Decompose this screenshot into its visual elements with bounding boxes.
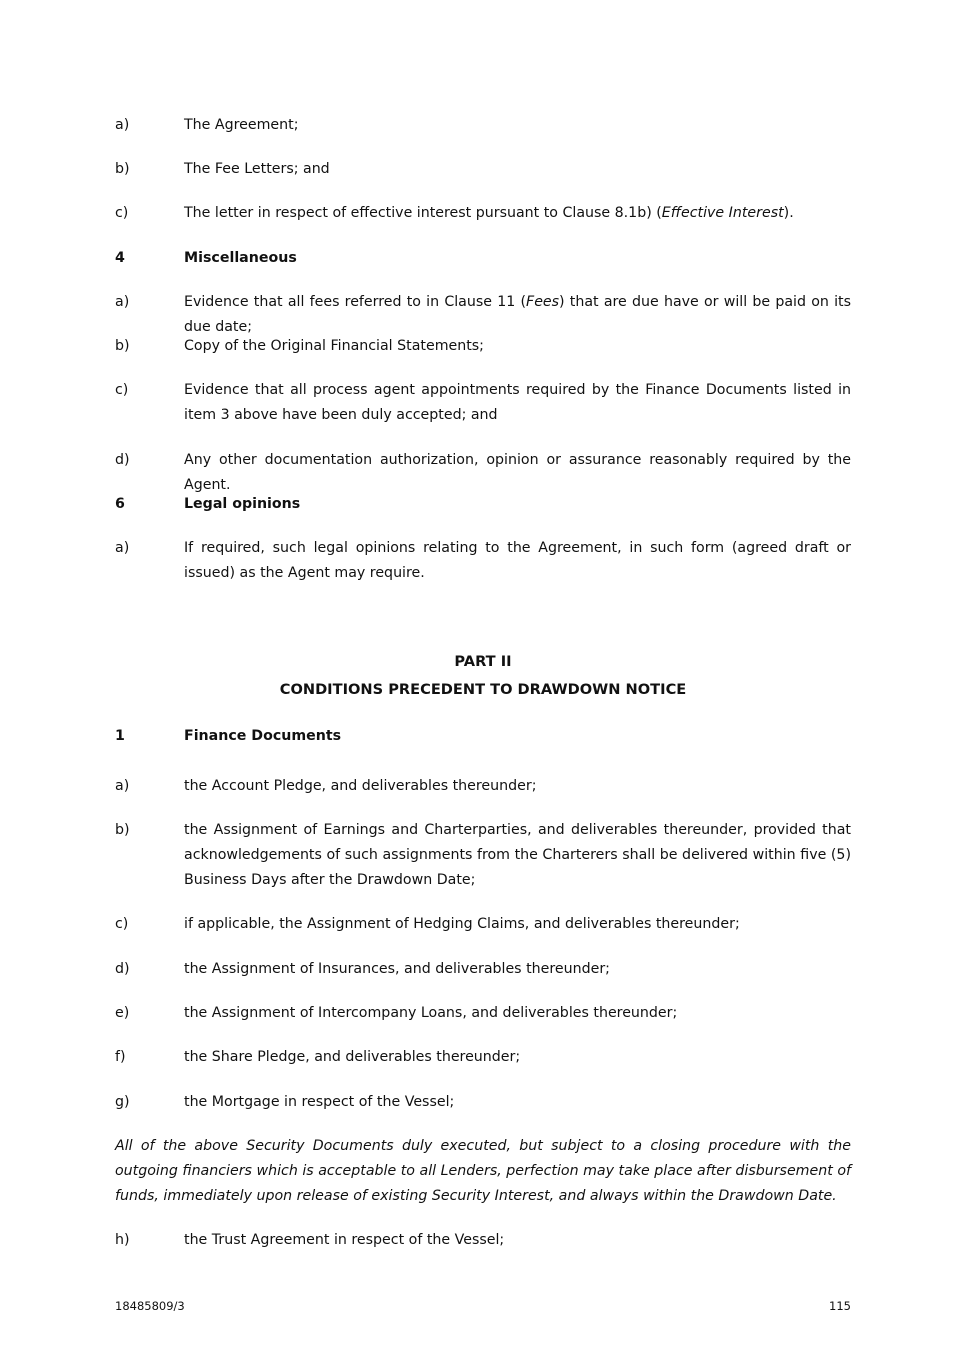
section-heading bbox=[115, 246, 851, 271]
item-text: The letter in respect of effective interest pursuant to Clause 8.1b) (Effective Interest). bbox=[184, 205, 794, 221]
section-number: 6 bbox=[115, 496, 125, 512]
item-text: if applicable, the Assignment of Hedging Claims, and deliverables thereunder; bbox=[184, 916, 740, 932]
list-item bbox=[115, 113, 851, 138]
list-item bbox=[115, 448, 851, 498]
item-text: The Fee Letters; and bbox=[184, 161, 330, 177]
item-text: the Assignment of Intercompany Loans, and deliverables thereunder; bbox=[184, 1005, 678, 1021]
item-text: the Trust Agreement in respect of the Vessel; bbox=[184, 1232, 505, 1248]
security-documents-note: All of the above Security Documents duly executed, but subject to a closing procedure with the outgoing financiers which is acceptable to all Lenders, perfection may take place after disbursement of funds, immediately upon release of existing Security Interest, and always within the Drawdown Date. bbox=[115, 1138, 851, 1204]
list-item bbox=[115, 334, 851, 359]
section-heading bbox=[115, 492, 851, 517]
clause-reference: Fees bbox=[526, 294, 560, 310]
section-number: 1 bbox=[115, 728, 125, 744]
list-item bbox=[115, 957, 851, 982]
item-label: c) bbox=[115, 916, 129, 932]
item-text: Any other documentation authorization, opinion or assurance reasonably required by the Agent. bbox=[184, 452, 851, 493]
list-item bbox=[115, 1045, 851, 1070]
page-number: 115 bbox=[829, 1299, 851, 1313]
list-item bbox=[115, 1001, 851, 1026]
item-text: the Account Pledge, and deliverables thereunder; bbox=[184, 778, 537, 794]
item-text: Evidence that all process agent appointments required by the Finance Documents listed in item 3 above have been duly accepted; and bbox=[184, 382, 851, 423]
list-item bbox=[115, 1090, 851, 1115]
item-text: the Mortgage in respect of the Vessel; bbox=[184, 1094, 455, 1110]
list-item bbox=[115, 157, 851, 182]
item-label: b) bbox=[115, 161, 130, 177]
item-label: a) bbox=[115, 540, 130, 556]
list-item bbox=[115, 774, 851, 799]
item-label: d) bbox=[115, 452, 130, 468]
item-label: a) bbox=[115, 117, 130, 133]
section-title: Finance Documents bbox=[184, 728, 342, 744]
item-label: f) bbox=[115, 1049, 126, 1065]
list-item bbox=[115, 1228, 851, 1253]
item-text: the Assignment of Insurances, and deliverables thereunder; bbox=[184, 961, 610, 977]
section-number: 4 bbox=[115, 250, 125, 266]
item-label: h) bbox=[115, 1232, 130, 1248]
section-title: Miscellaneous bbox=[184, 250, 297, 266]
item-text: the Share Pledge, and deliverables thereunder; bbox=[184, 1049, 521, 1065]
clause-reference: Effective Interest bbox=[661, 205, 784, 221]
list-item bbox=[115, 536, 851, 586]
item-text: Copy of the Original Financial Statements; bbox=[184, 338, 484, 354]
list-item bbox=[115, 378, 851, 428]
item-text: If required, such legal opinions relating to the Agreement, in such form (agreed draft or issued) as the Agent may require. bbox=[184, 540, 851, 581]
list-item bbox=[115, 818, 851, 893]
part-subheading: CONDITIONS PRECEDENT TO DRAWDOWN NOTICE bbox=[279, 681, 687, 698]
item-text: the Assignment of Earnings and Charterparties, and deliverables thereunder, provided that acknowledgements of such assignments from the Charterers shall be delivered within five (5) Business Days after the Drawdown Date; bbox=[184, 822, 851, 888]
item-label: e) bbox=[115, 1005, 130, 1021]
section-heading bbox=[115, 724, 851, 749]
item-text: The Agreement; bbox=[184, 117, 299, 133]
list-item bbox=[115, 912, 851, 937]
document-reference: 18485809/3 bbox=[115, 1299, 185, 1313]
item-label: a) bbox=[115, 778, 130, 794]
item-text: Evidence that all fees referred to in Clause 11 (Fees) that are due have or will be paid on its due date; bbox=[184, 294, 851, 335]
section-title: Legal opinions bbox=[184, 496, 301, 512]
item-label: c) bbox=[115, 205, 129, 221]
list-item bbox=[115, 201, 851, 226]
item-label: a) bbox=[115, 294, 130, 310]
item-label: g) bbox=[115, 1094, 130, 1110]
item-label: b) bbox=[115, 338, 130, 354]
part-heading: PART II bbox=[454, 653, 512, 670]
item-label: d) bbox=[115, 961, 130, 977]
item-label: c) bbox=[115, 382, 129, 398]
list-item bbox=[115, 290, 851, 340]
item-label: b) bbox=[115, 822, 130, 838]
